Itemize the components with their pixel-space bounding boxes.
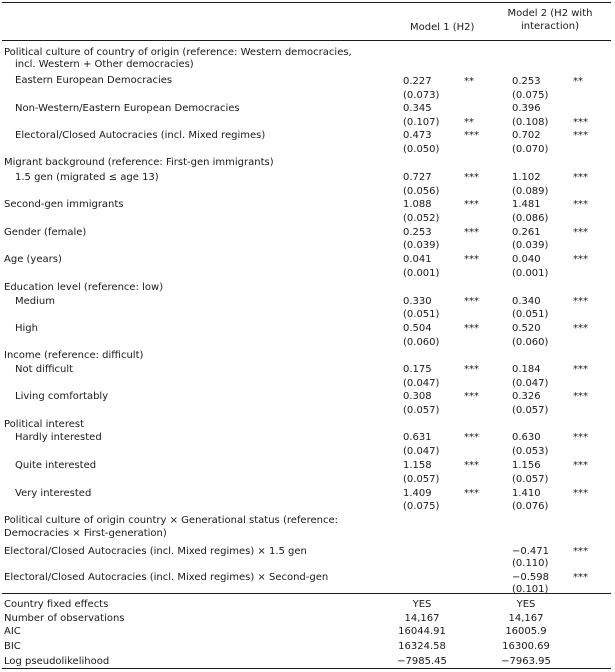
model-2-value: (0.057) [512,474,549,485]
model-2-stat: YES [516,599,536,610]
model-1-header: Model 1 (H2) [410,22,475,33]
model-1-value: 0.504 [403,323,432,334]
model-2-significance: *** [573,460,588,471]
model-1-significance: *** [464,172,479,183]
row-label: Living comfortably [15,391,109,402]
model-1-stat: YES [412,599,432,610]
model-2-value: 0.253 [512,76,541,87]
model-1-significance: *** [464,130,479,141]
model-2-value: 1.481 [512,199,541,210]
model-1-significance: ** [464,117,474,128]
model-1-significance: *** [464,488,479,499]
model-1-value: 0.175 [403,364,432,375]
model-2-value: (0.060) [512,337,549,348]
row-label: Medium [15,296,55,307]
model-1-value: 0.308 [403,391,432,402]
model-2-stat: 16300.69 [502,641,550,652]
stat-label: Number of observations [4,613,125,624]
model-2-value: (0.070) [512,144,549,155]
stat-label: Log pseudolikelihood [4,656,110,667]
model-2-value: −0.598 [512,572,550,583]
model-1-value: 0.727 [403,172,432,183]
model-2-value: −0.471 [512,546,550,557]
row-label: Income (reference: difficult) [4,350,144,361]
model-1-value: (0.056) [403,186,440,197]
stat-label: BIC [4,641,21,652]
model-1-significance: *** [464,199,479,210]
model-1-value: (0.073) [403,90,440,101]
model-2-significance: ** [573,76,583,87]
model-2-value: (0.075) [512,90,549,101]
model-2-significance: *** [573,199,588,210]
model-1-significance: *** [464,296,479,307]
model-1-stat: −7985.45 [397,656,447,667]
model-1-significance: *** [464,460,479,471]
model-2-significance: *** [573,572,588,583]
model-1-significance: *** [464,323,479,334]
model-2-value: 0.520 [512,323,541,334]
model-2-value: (0.053) [512,446,549,457]
model-2-value: 1.410 [512,488,541,499]
model-1-significance: *** [464,432,479,443]
row-label: Non-Western/Eastern European Democracies [15,103,240,114]
model-1-value: (0.075) [403,501,440,512]
mid-rule [2,593,611,594]
model-2-header-line2: interaction) [521,21,579,32]
model-2-value: (0.051) [512,309,549,320]
model-2-value: 0.630 [512,432,541,443]
model-1-value: 1.158 [403,460,432,471]
model-1-significance: ** [464,76,474,87]
model-1-value: (0.051) [403,309,440,320]
model-2-value: 0.040 [512,254,541,265]
row-label: Not difficult [15,364,74,375]
row-label: Very interested [15,488,92,499]
model-1-value: (0.052) [403,213,440,224]
model-2-value: 0.261 [512,227,541,238]
model-1-value: 0.041 [403,254,432,265]
row-label: Political culture of origin country × Generational status (reference: [4,515,338,526]
header-rule [2,40,611,41]
model-1-value: 0.473 [403,130,432,141]
model-1-value: (0.047) [403,378,440,389]
model-2-significance: *** [573,254,588,265]
model-2-significance: *** [573,117,588,128]
model-2-value: (0.039) [512,240,549,251]
model-1-value: (0.039) [403,240,440,251]
model-2-value: 0.702 [512,130,541,141]
model-1-value: 0.227 [403,76,432,87]
model-2-value: (0.110) [512,558,549,569]
model-1-significance: *** [464,227,479,238]
model-1-value: (0.001) [403,268,440,279]
model-2-significance: *** [573,323,588,334]
model-1-stat: 16044.91 [398,626,446,637]
model-2-value: 0.340 [512,296,541,307]
model-2-stat: 16005.9 [505,626,547,637]
model-2-value: (0.101) [512,584,549,595]
model-2-value: (0.089) [512,186,549,197]
model-2-significance: *** [573,227,588,238]
row-label: Second-gen immigrants [4,199,124,210]
row-label: Migrant background (reference: First-gen immigrants) [4,157,274,168]
row-label: Electoral/Closed Autocracies (incl. Mixed regimes) × 1.5 gen [4,546,307,557]
model-1-value: (0.057) [403,474,440,485]
model-2-significance: *** [573,391,588,402]
model-1-value: 1.409 [403,488,432,499]
model-2-significance: *** [573,364,588,375]
section-political-culture-heading-cont: incl. Western + Other democracies) [15,59,194,70]
model-2-value: 0.396 [512,103,541,114]
stat-label: Country fixed effects [4,599,109,610]
stat-label: AIC [4,626,21,637]
model-2-value: (0.086) [512,213,549,224]
top-rule [2,2,611,3]
model-2-significance: *** [573,488,588,499]
model-1-value: (0.047) [403,446,440,457]
model-2-header-line1: Model 2 (H2 with [507,8,593,19]
row-label: Quite interested [15,460,97,471]
model-1-stat: 16324.58 [398,641,446,652]
model-1-significance: *** [464,391,479,402]
model-2-significance: *** [573,296,588,307]
model-1-value: 1.088 [403,199,432,210]
model-2-value: (0.047) [512,378,549,389]
model-2-value: 1.102 [512,172,541,183]
model-2-value: 0.326 [512,391,541,402]
model-2-stat: 14,167 [508,613,544,624]
model-2-value: 1.156 [512,460,541,471]
model-1-value: 0.345 [403,103,432,114]
section-political-culture-heading: Political culture of country of origin (reference: Western democracies, [4,47,352,58]
model-1-stat: 14,167 [404,613,440,624]
model-2-significance: *** [573,432,588,443]
row-label: Age (years) [4,254,62,265]
model-2-value: (0.108) [512,117,549,128]
model-2-value: (0.001) [512,268,549,279]
model-2-value: 0.184 [512,364,541,375]
model-1-value: 0.631 [403,432,432,443]
model-2-significance: *** [573,546,588,557]
model-1-value: (0.057) [403,405,440,416]
row-label: Democracies × First-generation) [4,528,167,539]
model-1-value: 0.253 [403,227,432,238]
row-label: Gender (female) [4,227,87,238]
model-2-value: (0.057) [512,405,549,416]
bottom-rule [2,668,611,669]
model-1-value: (0.060) [403,337,440,348]
model-2-stat: −7963.95 [501,656,551,667]
row-label: 1.5 gen (migrated ≤ age 13) [15,172,159,183]
row-label: High [15,323,38,334]
row-label: Electoral/Closed Autocracies (incl. Mixed regimes) × Second-gen [4,572,329,583]
model-1-value: (0.107) [403,117,440,128]
row-label: Electoral/Closed Autocracies (incl. Mixed regimes) [15,130,266,141]
row-label-eastern-european: Eastern European Democracies [15,75,173,86]
model-1-value: 0.330 [403,296,432,307]
model-2-significance: *** [573,172,588,183]
row-label: Hardly interested [15,432,102,443]
model-1-significance: *** [464,254,479,265]
model-1-value: (0.050) [403,144,440,155]
row-label: Education level (reference: low) [4,282,164,293]
model-2-significance: *** [573,130,588,141]
row-label: Political interest [4,419,84,430]
model-2-value: (0.076) [512,501,549,512]
model-1-significance: *** [464,364,479,375]
